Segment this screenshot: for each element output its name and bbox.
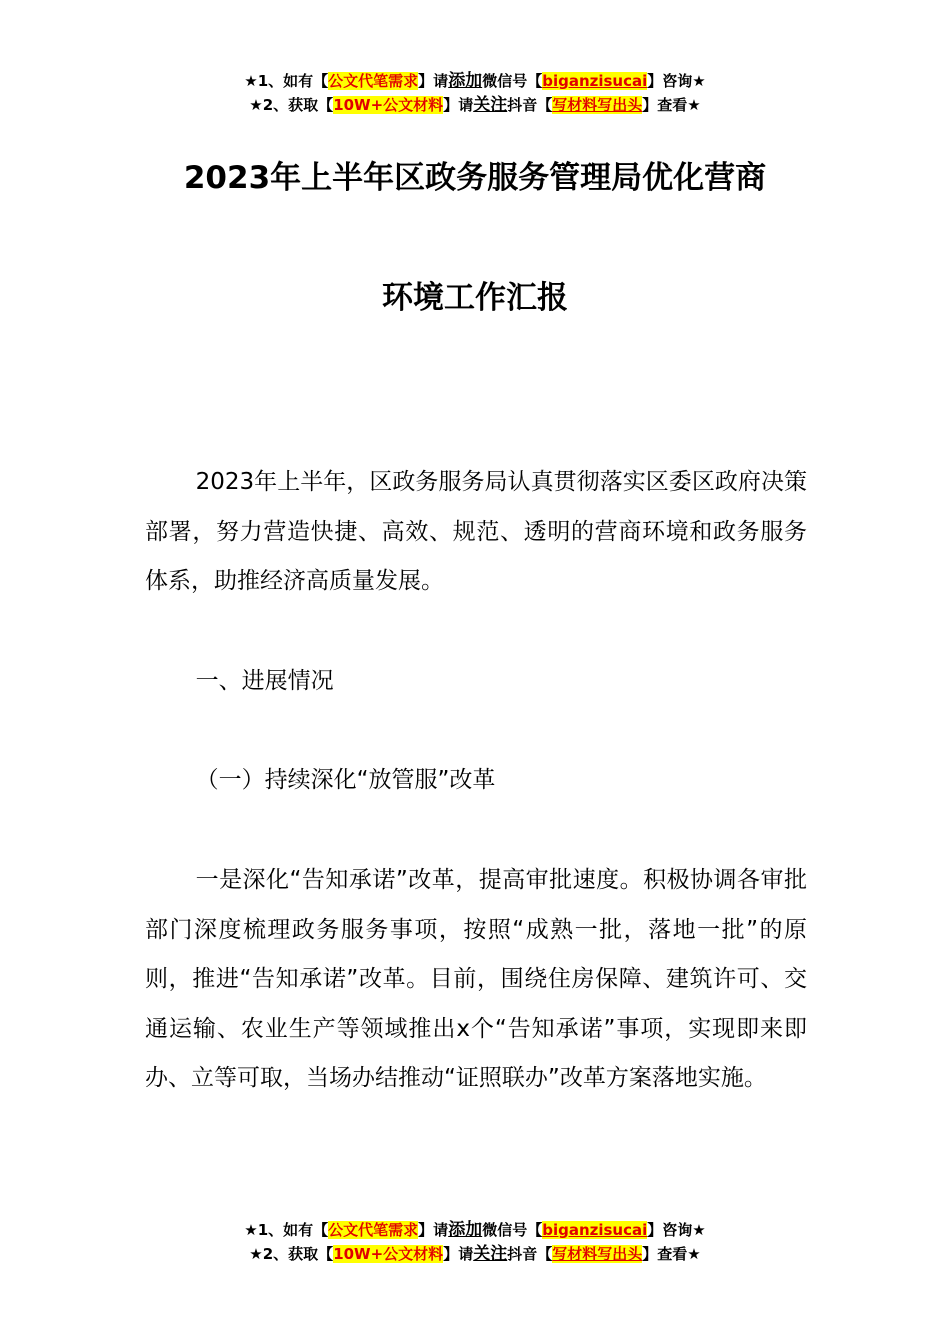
promo-text: 】查看★ (642, 1245, 701, 1263)
paragraph: 一是深化“告知承诺”改革，提高审批速度。积极协调各审批部门深度梳理政务服务事项，按照“成熟一批，落地一批”的原则，推进“告知承诺”改革。目前，围绕住房保障、建筑许可、交通运输、农业生产等领域推出x个“告知承诺”事项，实现即来即办、立等可取，当场办结推动“证照联办”改革方案落地实施。 (145, 867, 807, 1092)
promo-text: 】请 (443, 96, 474, 114)
promo-highlight: 公文代笔需求 (328, 1221, 419, 1239)
promo-wechat-id: biganzisucai (542, 72, 648, 90)
promo-text: 抖音【 (507, 96, 553, 114)
promo-text: ★1、如有【 (244, 72, 329, 90)
promo-footer (0, 1218, 950, 1266)
promo-douyin-id: 写材料写出头 (552, 1245, 643, 1263)
document-title-line-1: 2023年上半年区政务服务管理局优化营商 (183, 160, 767, 196)
promo-emphasis: 关注 (473, 95, 508, 115)
promo-text: 抖音【 (507, 1245, 553, 1263)
promo-text: 】查看★ (642, 96, 701, 114)
heading: 一、进展情况 (195, 668, 334, 694)
promo-text: ★2、获取【 (249, 1245, 334, 1263)
promo-douyin-id: 写材料写出头 (552, 96, 643, 114)
promo-text: 】请 (443, 1245, 474, 1263)
body-paragraph-reform (145, 856, 807, 1104)
promo-text: 】咨询★ (647, 1221, 706, 1239)
promo-text: ★2、获取【 (249, 96, 334, 114)
promo-line-2 (0, 93, 950, 117)
promo-header (0, 69, 950, 117)
promo-text: 】咨询★ (647, 72, 706, 90)
promo-text: 微信号【 (482, 72, 543, 90)
promo-text: ★1、如有【 (244, 1221, 329, 1239)
promo-emphasis: 添加 (448, 71, 483, 91)
subsection-heading (145, 756, 807, 806)
promo-text: 】请 (418, 72, 449, 90)
promo-highlight: 10W+公文材料 (333, 1245, 444, 1263)
paragraph: 2023年上半年，区政务服务局认真贯彻落实区委区政府决策部署，努力营造快捷、高效、规范、透明的营商环境和政务服务体系，助推经济高质量发展。 (145, 469, 807, 595)
promo-line-2 (0, 1242, 950, 1266)
promo-text: 微信号【 (482, 1221, 543, 1239)
body-paragraph-intro (145, 458, 807, 607)
promo-wechat-id: biganzisucai (542, 1221, 648, 1239)
promo-highlight: 10W+公文材料 (333, 96, 444, 114)
promo-line-1 (0, 69, 950, 93)
promo-emphasis: 关注 (473, 1244, 508, 1264)
promo-text: 】请 (418, 1221, 449, 1239)
heading: （一）持续深化“放管服”改革 (195, 767, 496, 793)
promo-line-1 (0, 1218, 950, 1242)
section-heading (145, 657, 807, 707)
promo-emphasis: 添加 (448, 1220, 483, 1240)
promo-highlight: 公文代笔需求 (328, 72, 419, 90)
document-title-line-2: 环境工作汇报 (382, 280, 568, 316)
